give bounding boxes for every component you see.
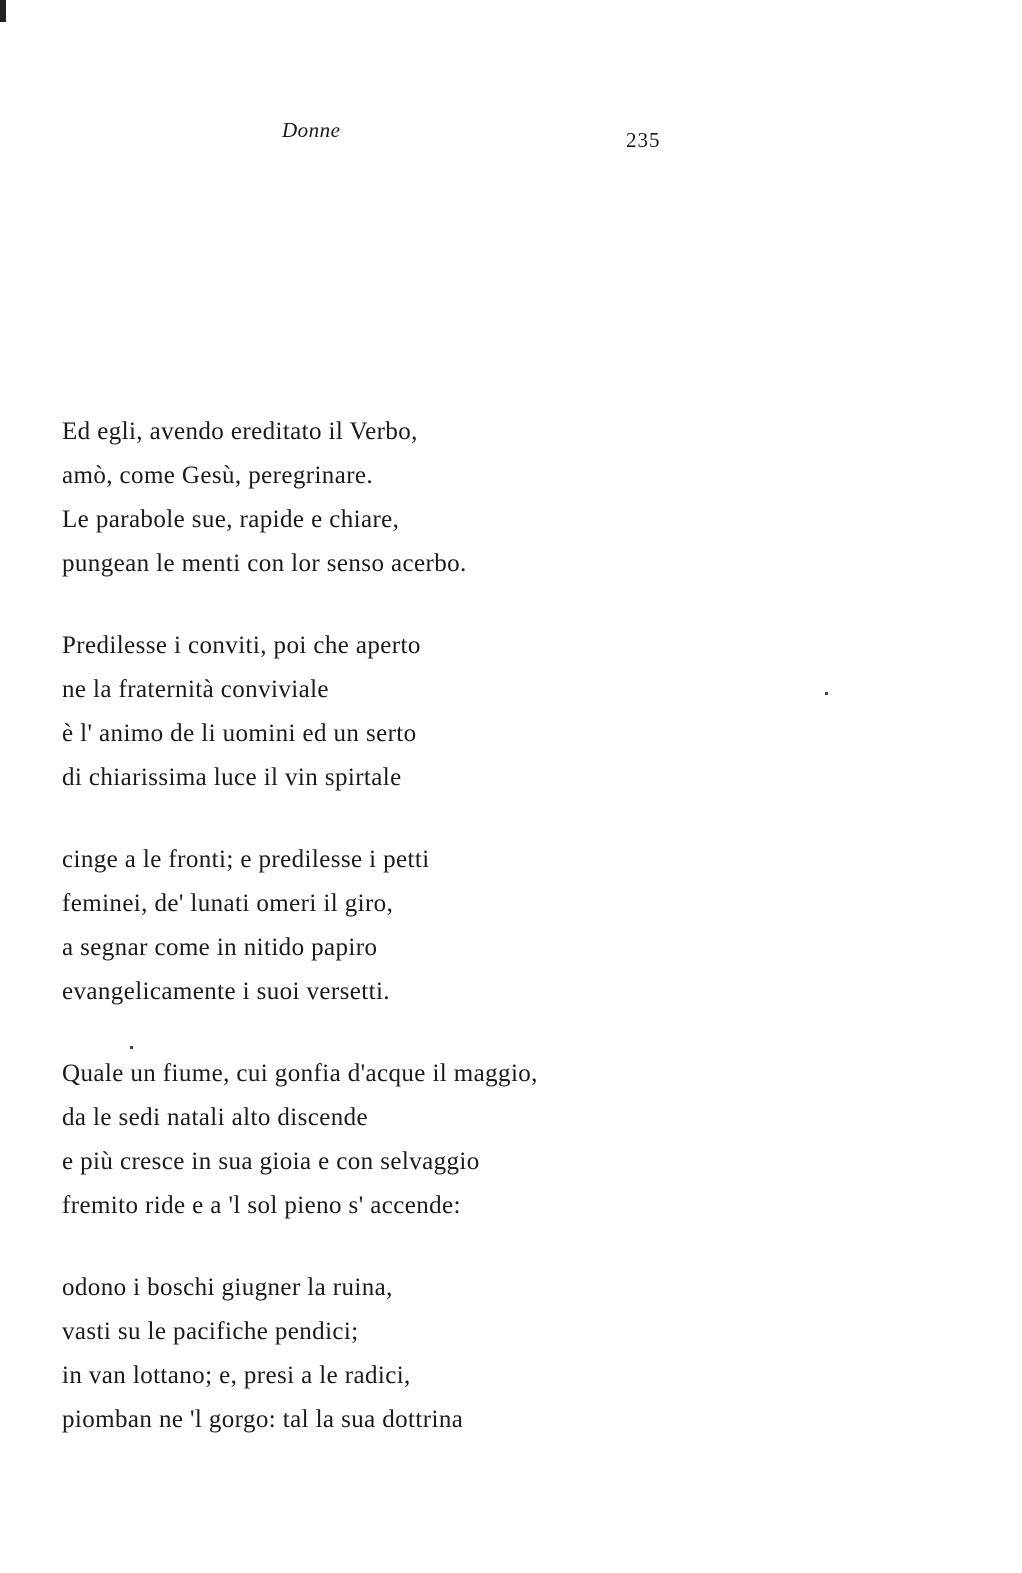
verse-line: ne la fraternità conviviale: [62, 676, 329, 703]
verse-line: Predilesse i conviti, poi che aperto: [62, 632, 421, 659]
verse-line: Ed egli, avendo ereditato il Verbo,: [62, 418, 418, 445]
verse-line: Quale un fiume, cui gonfia d'acque il maggio,: [62, 1060, 538, 1087]
page-number: 235: [626, 128, 661, 152]
verse-line: a segnar come in nitido papiro: [62, 934, 378, 961]
verse-line: odono i boschi giugner la ruina,: [62, 1274, 393, 1301]
verse-line: è l' animo de li uomini ed un serto: [62, 720, 417, 747]
verse-line: fremito ride e a 'l sol pieno s' accende:: [62, 1192, 461, 1219]
stanza-1: [62, 410, 682, 586]
scan-speck: [825, 692, 828, 695]
verse-line: vasti su le pacifiche pendici;: [62, 1318, 359, 1345]
verse-line: cinge a le fronti; e predilesse i petti: [62, 846, 430, 873]
verse-line: Le parabole sue, rapide e chiare,: [62, 506, 400, 533]
verse-line: pungean le menti con lor senso acerbo.: [62, 550, 467, 577]
verse-line: di chiarissima luce il vin spirtale: [62, 764, 402, 791]
poem-body: [62, 410, 682, 1480]
running-title: Donne: [282, 118, 341, 142]
scan-speck: [0, 0, 6, 22]
scan-speck: [130, 1046, 133, 1049]
stanza-5: [62, 1266, 682, 1442]
verse-line: in van lottano; e, presi a le radici,: [62, 1362, 411, 1389]
stanza-4: [62, 1052, 682, 1228]
stanza-2: [62, 624, 682, 800]
stanza-3: [62, 838, 682, 1014]
verse-line: amò, come Gesù, peregrinare.: [62, 462, 374, 489]
verse-line: feminei, de' lunati omeri il giro,: [62, 890, 394, 917]
verse-line: evangelicamente i suoi versetti.: [62, 978, 390, 1005]
page-header: [0, 118, 1022, 158]
verse-line: piomban ne 'l gorgo: tal la sua dottrina: [62, 1406, 464, 1433]
verse-line: e più cresce in sua gioia e con selvaggio: [62, 1148, 480, 1175]
verse-line: da le sedi natali alto discende: [62, 1104, 369, 1131]
